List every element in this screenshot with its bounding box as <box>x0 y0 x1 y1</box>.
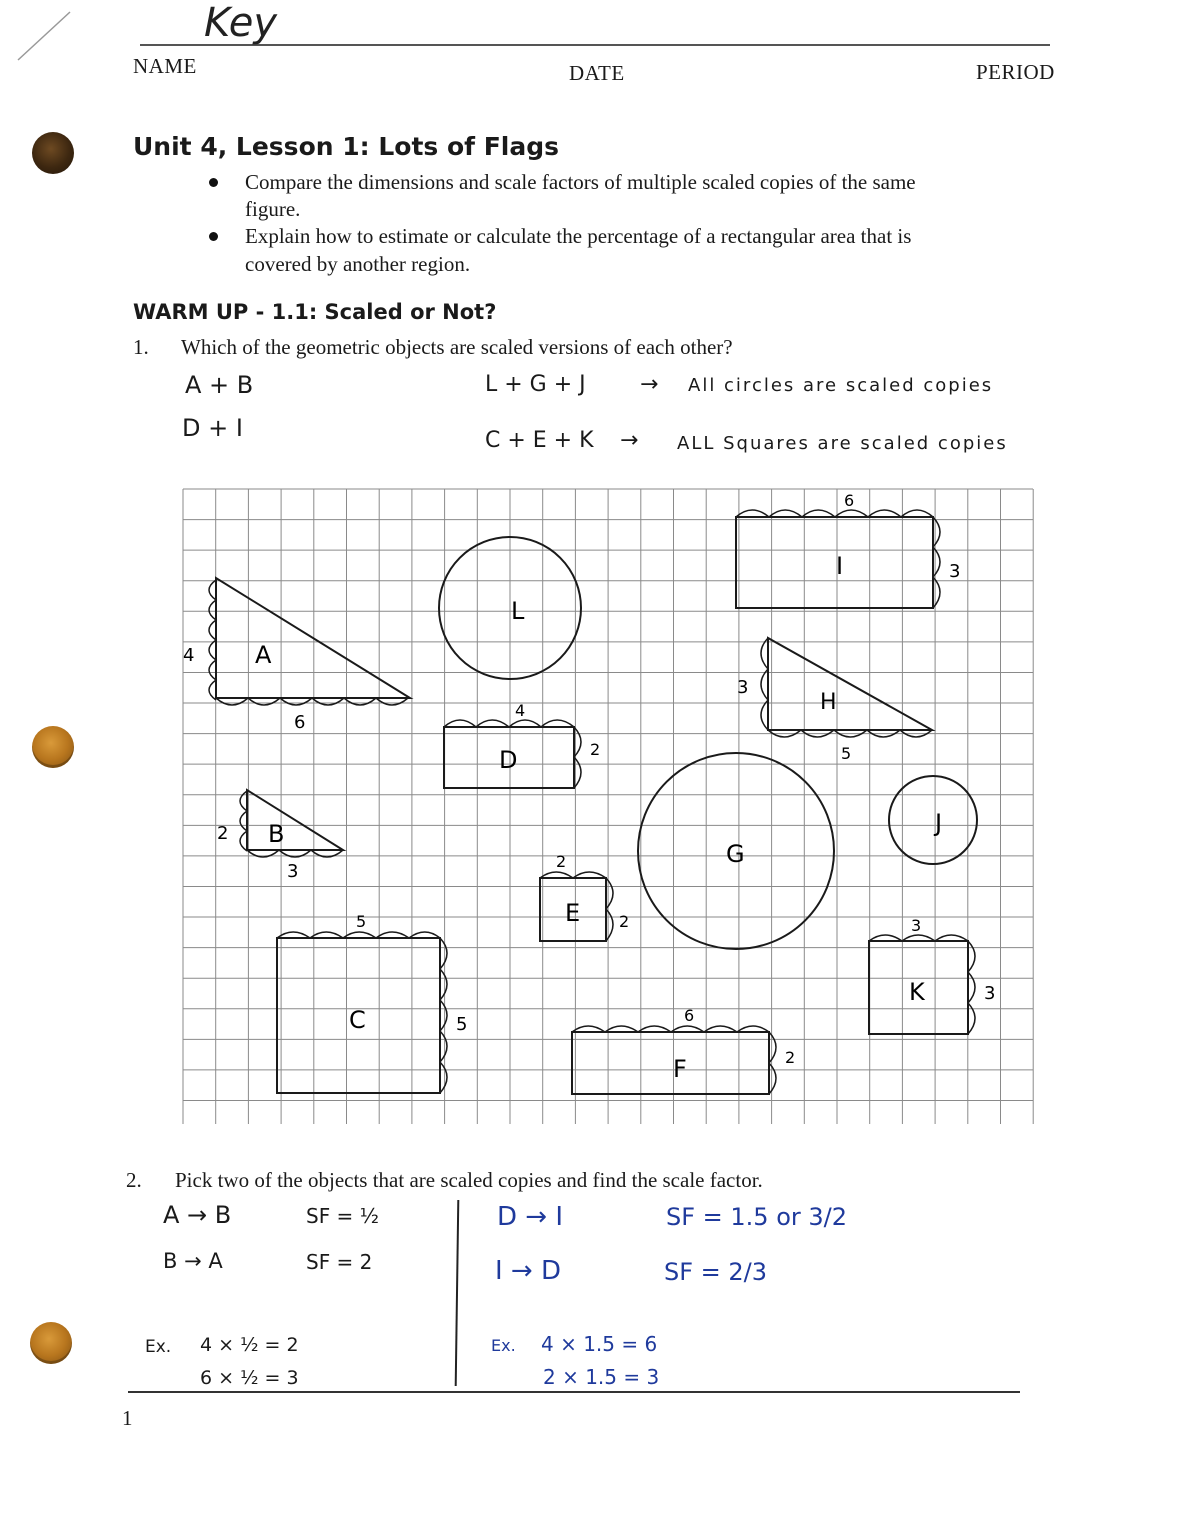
q2-right-row1-sf: SF = 1.5 or 3/2 <box>666 1203 848 1231</box>
answer-circles: L + G + J <box>485 372 586 397</box>
q1-text: Which of the geometric objects are scaled versions of each other? <box>181 335 733 359</box>
name-value: Key <box>204 0 278 46</box>
triangle-a-side-left: 4 <box>183 645 195 666</box>
rectangle-f-side-right: 2 <box>785 1048 796 1067</box>
rectangle-i-side-top: 6 <box>844 491 855 510</box>
pencil-mark <box>14 8 74 64</box>
lesson-title: Unit 4, Lesson 1: Lots of Flags <box>133 132 560 161</box>
period-label: PERIOD <box>976 60 1055 84</box>
q2-left-ex-line1: 4 × ½ = 2 <box>200 1334 299 1356</box>
triangle-b-label: B <box>268 820 285 848</box>
rectangle-i-label: I <box>836 552 844 580</box>
grid-lines <box>183 489 1033 1124</box>
objective-1-line2: figure. <box>245 197 301 221</box>
rectangle-d <box>444 701 600 788</box>
square-c-label: C <box>349 1006 366 1034</box>
rectangle-f-side-top: 6 <box>684 1006 695 1025</box>
objective-2-line1: Explain how to estimate or calculate the percentage of a rectangular area that is <box>245 224 912 248</box>
square-c <box>277 912 467 1093</box>
binder-hole-top <box>32 132 74 174</box>
objective-2-line2: covered by another region. <box>245 252 471 276</box>
q2-left-ex-label: Ex. <box>145 1337 172 1357</box>
date-label: DATE <box>569 61 625 85</box>
q2-right-row2-sf: SF = 2/3 <box>664 1258 768 1286</box>
triangle-a-side-bottom: 6 <box>294 712 306 733</box>
triangle-b-side-left: 2 <box>217 823 229 844</box>
rectangle-f <box>572 1006 795 1094</box>
square-c-side-right: 5 <box>456 1014 468 1035</box>
answer-squares-arrow: → <box>620 428 639 453</box>
square-k-label: K <box>909 978 925 1006</box>
binder-hole-middle <box>32 726 74 768</box>
circle-g-label: G <box>726 840 745 868</box>
q2-left-ex-line2: 6 × ½ = 3 <box>200 1367 299 1389</box>
q2-left-row2-pair: B → A <box>163 1249 223 1273</box>
triangle-a <box>183 578 410 733</box>
q2-left-row1-sf: SF = ½ <box>306 1204 380 1228</box>
square-e-side-top: 2 <box>556 852 567 871</box>
triangle-a-label: A <box>255 641 272 669</box>
triangle-h-side-bottom: 5 <box>841 744 852 763</box>
q2-left-row2-sf: SF = 2 <box>306 1250 373 1274</box>
triangle-b-side-bottom: 3 <box>287 861 299 882</box>
answer-d-i: D + I <box>182 414 243 442</box>
square-k-side-top: 3 <box>911 916 922 935</box>
triangle-h-side-left: 3 <box>737 677 749 698</box>
rectangle-f-label: F <box>673 1055 687 1083</box>
q2-right-ex-line1: 4 × 1.5 = 6 <box>541 1332 658 1356</box>
name-label: NAME <box>133 54 197 78</box>
q2-text: Pick two of the objects that are scaled copies and find the scale factor. <box>175 1168 763 1192</box>
triangle-b <box>217 790 343 882</box>
q2-right-ex-line2: 2 × 1.5 = 3 <box>543 1365 660 1389</box>
q2-number: 2. <box>126 1168 142 1192</box>
page-number: 1 <box>122 1406 133 1430</box>
answer-a-b: A + B <box>185 371 254 399</box>
triangle-h-label: H <box>820 690 837 715</box>
q2-right-row1-pair: D → I <box>497 1202 564 1232</box>
warmup-heading: WARM UP - 1.1: Scaled or Not? <box>133 300 497 324</box>
answer-divider <box>455 1200 460 1386</box>
answer-circles-arrow: → <box>640 372 659 397</box>
square-k <box>869 916 995 1034</box>
q1-number: 1. <box>133 335 149 359</box>
circle-j-label: J <box>935 809 943 837</box>
q2-right-row2-pair: I → D <box>495 1256 562 1286</box>
circle-l-label: L <box>511 597 525 625</box>
rectangle-i <box>736 491 960 608</box>
rectangle-d-label: D <box>499 746 518 774</box>
answer-squares: C + E + K <box>485 428 594 453</box>
answer-squares-note: ALL Squares are scaled copies <box>677 433 1008 454</box>
square-e-side-right: 2 <box>619 912 630 931</box>
square-k-side-right: 3 <box>984 983 996 1004</box>
rectangle-d-side-right: 2 <box>590 740 601 759</box>
q2-left-row1-pair: A → B <box>163 1201 232 1229</box>
answer-circles-note: All circles are scaled copies <box>688 375 994 396</box>
square-e-label: E <box>565 899 581 927</box>
rectangle-d-side-top: 4 <box>515 701 526 720</box>
bullet-2 <box>209 232 218 241</box>
q2-right-ex-label: Ex. <box>491 1336 516 1355</box>
footer-rule <box>128 1391 1020 1393</box>
rectangle-i-side-right: 3 <box>949 561 961 582</box>
square-c-side-top: 5 <box>356 912 367 931</box>
shape-grid <box>170 480 1040 1135</box>
bullet-1 <box>209 178 218 187</box>
binder-hole-bottom <box>30 1322 72 1364</box>
square-e <box>540 852 629 941</box>
objective-1-line1: Compare the dimensions and scale factors of multiple scaled copies of the same <box>245 170 916 194</box>
